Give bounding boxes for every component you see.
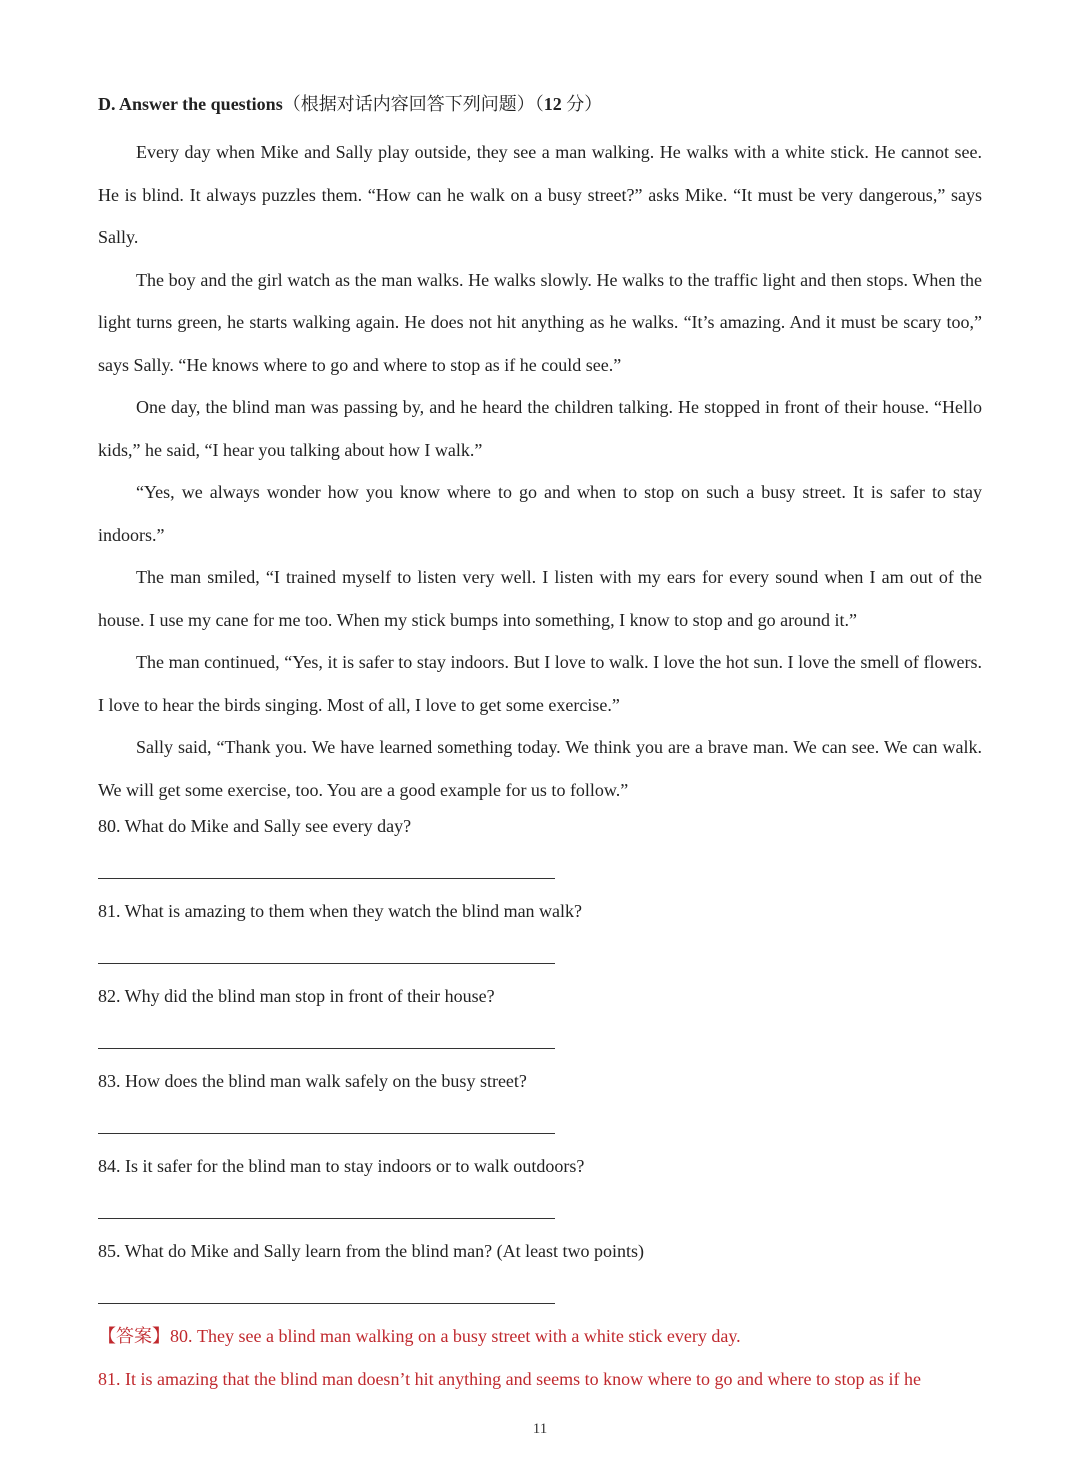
answer-key-81: [98, 1366, 921, 1392]
passage-paragraph: The man continued, “Yes, it is safer to stay indoors. But I love to walk. I love the hot sun. I love the smell of flowers. I love to hear the birds singing. Most of all, I love to get some exercise.”: [98, 652, 982, 715]
passage-paragraph: Sally said, “Thank you. We have learned something today. We think you are a brave man. We can see. We can walk. We will get some exercise, too. You are a good example for us to follow.”: [98, 737, 982, 800]
answer-blank-83[interactable]: [98, 1133, 555, 1134]
page-number: 11: [532, 1421, 548, 1437]
section-heading-title: D. Answer the questions: [98, 94, 283, 114]
question-82: 82. Why did the blind man stop in front of their house?: [98, 986, 495, 1006]
answer-key-text: 81. It is amazing that the blind man doesn’t hit anything and seems to know where to go and where to stop as if he: [98, 1369, 921, 1389]
passage-paragraph: The boy and the girl watch as the man walks. He walks slowly. He walks to the traffic light and then stops. When the light turns green, he starts walking again. He does not hit anything as he walks. “It’s amazing. And it must be scary too,” says Sally. “He knows where to go and where to stop as if he could see.”: [98, 269, 982, 375]
section-heading-instruction: （根据对话内容回答下列问题）（: [282, 94, 544, 114]
question-83: 83. How does the blind man walk safely on the busy street?: [98, 1071, 527, 1091]
answer-blank-80[interactable]: [98, 878, 555, 879]
question-84: 84. Is it safer for the blind man to stay indoors or to walk outdoors?: [98, 1156, 585, 1176]
answer-key-80: [98, 1323, 741, 1349]
answer-blank-84[interactable]: [98, 1218, 555, 1219]
passage-paragraph: Every day when Mike and Sally play outside, they see a man walking. He walks with a white stick. He cannot see. He is blind. It always puzzles them. “How can he walk on a busy street?” asks Mike. “It must be very dangerous,” says Sally.: [98, 142, 982, 247]
section-heading: [98, 91, 602, 117]
section-heading-points-unit: 分）: [561, 94, 603, 114]
question-80: 80. What do Mike and Sally see every day?: [98, 816, 412, 836]
passage-paragraph: “Yes, we always wonder how you know where to go and when to stop on such a busy street. It is safer to stay indoors.”: [98, 482, 982, 545]
answer-blank-82[interactable]: [98, 1048, 555, 1049]
question-85: 85. What do Mike and Sally learn from the blind man? (At least two points): [98, 1241, 645, 1261]
answer-blank-85[interactable]: [98, 1303, 555, 1304]
section-heading-points: 12: [543, 94, 562, 114]
reading-passage: [98, 131, 982, 811]
answer-key-label: 【答案】: [98, 1326, 170, 1346]
passage-paragraph: One day, the blind man was passing by, and he heard the children talking. He stopped in front of their house. “Hello kids,” he said, “I hear you talking about how I walk.”: [98, 397, 982, 460]
answer-blank-81[interactable]: [98, 963, 555, 964]
question-81: 81. What is amazing to them when they watch the blind man walk?: [98, 901, 583, 921]
answer-key-text: 80. They see a blind man walking on a busy street with a white stick every day.: [170, 1326, 741, 1346]
passage-paragraph: The man smiled, “I trained myself to listen very well. I listen with my ears for every sound when I am out of the house. I use my cane for me too. When my stick bumps into something, I know to stop and go around it.”: [98, 567, 982, 630]
